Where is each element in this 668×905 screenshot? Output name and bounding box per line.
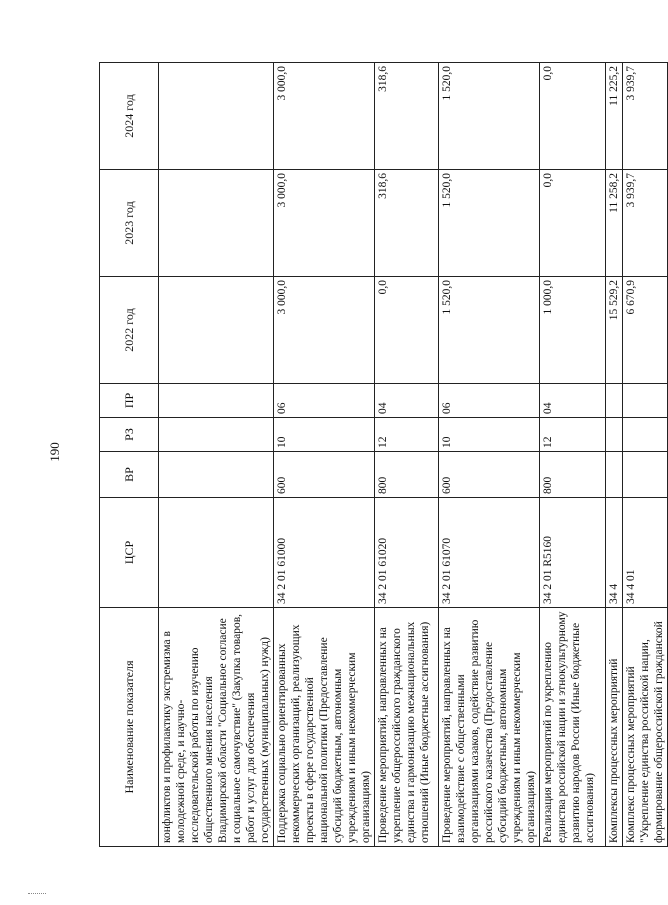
row-vr: [159, 452, 274, 498]
row-csr: 34 4: [606, 498, 623, 608]
row-rz: 10: [439, 418, 540, 452]
row-csr: 34 2 01 61020: [375, 498, 439, 608]
row-pr: 04: [540, 384, 606, 418]
header-2023: 2023 год: [100, 170, 159, 277]
page-number: 190: [47, 442, 62, 462]
row-2024: 318,6: [375, 63, 439, 170]
row-2024: 0,0: [540, 63, 606, 170]
row-2023: 0,0: [540, 170, 606, 277]
row-csr: 34 2 01 61070: [439, 498, 540, 608]
table-row: [274, 63, 375, 847]
row-2022: 6 670,9: [623, 277, 668, 384]
row-name: Реализация мероприятий по укреплению единства российской нации и этнокультурному развитию народов России (Иные бюджетные ассигнования): [540, 608, 606, 847]
row-vr: 800: [375, 452, 439, 498]
header-vr: ВР: [100, 452, 159, 498]
row-pr: 06: [274, 384, 375, 418]
row-2023: 318,6: [375, 170, 439, 277]
table-wrapper: [99, 63, 666, 847]
row-csr: 34 2 01 61000: [274, 498, 375, 608]
row-2024: 1 520,0: [439, 63, 540, 170]
row-vr: 600: [274, 452, 375, 498]
row-vr: [606, 452, 623, 498]
row-pr: 06: [439, 384, 540, 418]
row-name: Поддержка социально ориентированных некоммерческих организаций, реализующих проекты в сфере государственной национальной политики (Предоставление субсидий бюджетным, автономным учреждениям и иным некоммерческим организациям): [274, 608, 375, 847]
row-rz: 12: [540, 418, 606, 452]
row-2022: 15 529,2: [606, 277, 623, 384]
row-name: Проведение мероприятий, направленных на укрепление общероссийского гражданского единства и гармонизацию межнациональных отношений (Иные бюджетные ассигнования): [375, 608, 439, 847]
table-row: [540, 63, 606, 847]
header-csr: ЦСР: [100, 498, 159, 608]
row-vr: [623, 452, 668, 498]
header-pr: ПР: [100, 384, 159, 418]
row-2024: 3 939,7: [623, 63, 668, 170]
row-2023: 3 939,7: [623, 170, 668, 277]
row-vr: 800: [540, 452, 606, 498]
header-2024: 2024 год: [100, 63, 159, 170]
header-name: Наименование показателя: [100, 608, 159, 847]
row-csr: [159, 498, 274, 608]
table-row: [606, 63, 623, 847]
row-rz: [606, 418, 623, 452]
row-2022: [159, 277, 274, 384]
row-csr: 34 4 01: [623, 498, 668, 608]
row-pr: [606, 384, 623, 418]
row-pr: [159, 384, 274, 418]
table-header-row: [100, 63, 159, 847]
row-rz: 12: [375, 418, 439, 452]
row-2022: 3 000,0: [274, 277, 375, 384]
row-2022: 0,0: [375, 277, 439, 384]
row-2022: 1 000,0: [540, 277, 606, 384]
row-2023: 1 520,0: [439, 170, 540, 277]
row-2024: 3 000,0: [274, 63, 375, 170]
scan-edge-mark: [28, 893, 46, 895]
budget-table: [99, 62, 668, 847]
row-2024: 11 225,2: [606, 63, 623, 170]
header-rz: РЗ: [100, 418, 159, 452]
row-rz: 10: [274, 418, 375, 452]
table-row: [439, 63, 540, 847]
row-name: конфликтов и профилактику экстремизма в молодежной среде, и научно-исследовательской работы по изучению общественного мнения населения Владимирской области "Социальное согласие и социальное самочувствие" (Закупка товаров, работ и услуг для обеспечения государственных (муниципальных) нужд): [159, 608, 274, 847]
header-2022: 2022 год: [100, 277, 159, 384]
row-name: Комплекс процессных мероприятий "Укрепление единства российской нации, формирование общероссийской гражданской: [623, 608, 668, 847]
row-2023: [159, 170, 274, 277]
row-vr: 600: [439, 452, 540, 498]
row-pr: 04: [375, 384, 439, 418]
row-2022: 1 520,0: [439, 277, 540, 384]
row-2024: [159, 63, 274, 170]
row-rz: [623, 418, 668, 452]
row-name: Проведение мероприятий, направленных на взаимодействие с общественными организациями казаков, содействие развитию российского казачества (Предоставление субсидий бюджетным, автономным учреждениям и иным некоммерческим организациям): [439, 608, 540, 847]
row-2023: 11 258,2: [606, 170, 623, 277]
row-csr: 34 2 01 R5160: [540, 498, 606, 608]
row-pr: [623, 384, 668, 418]
table-row: [159, 63, 274, 847]
table-row: [623, 63, 668, 847]
row-2023: 3 000,0: [274, 170, 375, 277]
table-row: [375, 63, 439, 847]
row-name: Комплексы процессных мероприятий: [606, 608, 623, 847]
row-rz: [159, 418, 274, 452]
